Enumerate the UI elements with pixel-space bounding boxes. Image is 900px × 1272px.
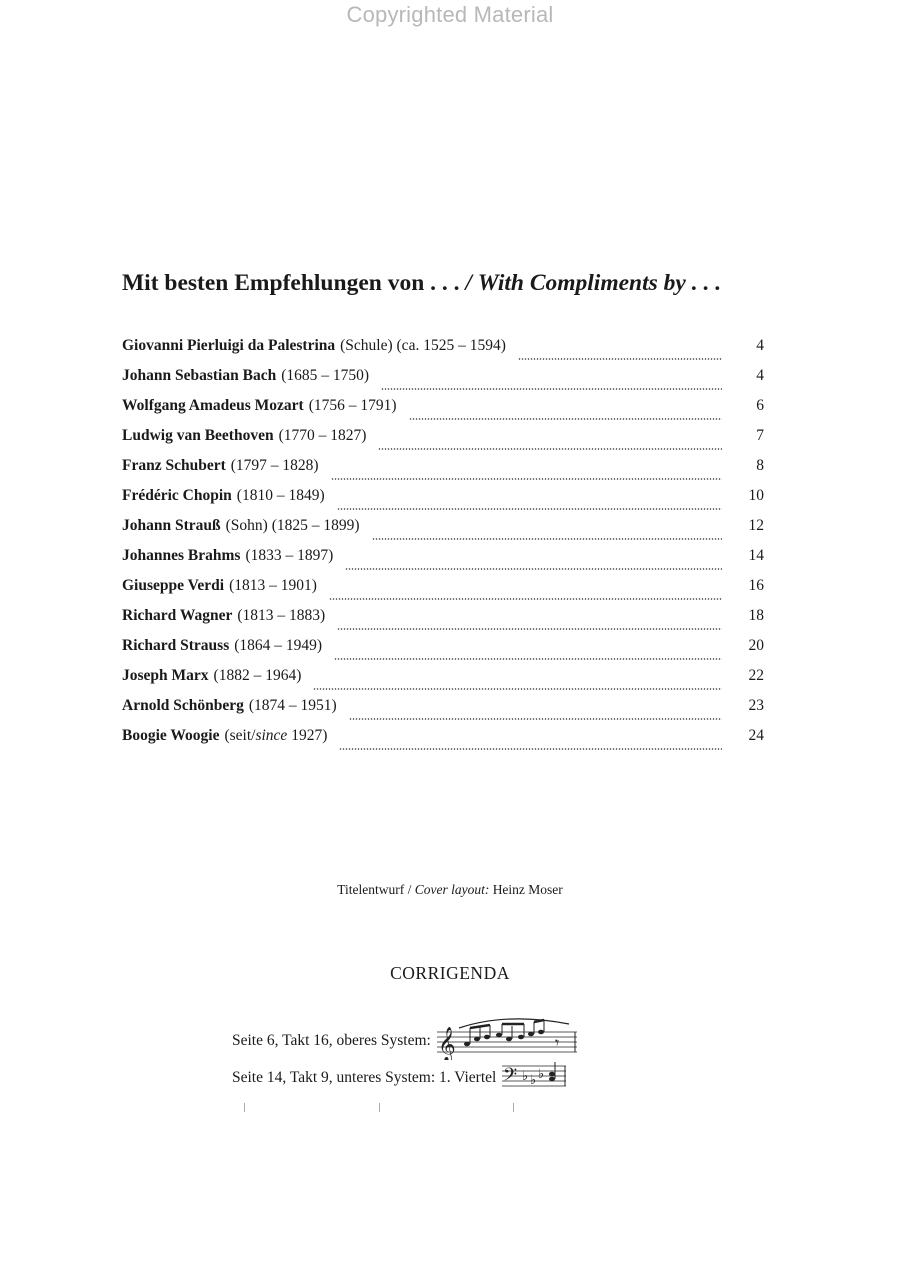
dot-leader	[334, 657, 722, 661]
composer-name: Franz Schubert	[122, 457, 226, 474]
crop-marks	[244, 1103, 514, 1113]
corrigenda-text-2: Seite 14, Takt 9, unteres System: 1. Viertel	[232, 1068, 497, 1086]
bass-clef-notes-icon	[502, 1058, 566, 1097]
crop-mark	[513, 1103, 514, 1112]
dot-leader	[518, 357, 722, 361]
toc-entry[interactable]	[122, 637, 764, 667]
corrigenda-line-2	[232, 1058, 566, 1097]
toc-entry[interactable]	[122, 487, 764, 517]
title-german: Mit besten Empfehlungen von . . .	[122, 270, 460, 296]
composer-dates: (1813 – 1883)	[237, 607, 326, 624]
dot-leader	[372, 537, 722, 541]
composer-dates: (1882 – 1964)	[213, 667, 302, 684]
composer-name: Frédéric Chopin	[122, 487, 232, 504]
toc-entry[interactable]	[122, 517, 764, 547]
title-separator: /	[465, 270, 472, 296]
toc-entry[interactable]	[122, 577, 764, 607]
toc-entry[interactable]	[122, 427, 764, 457]
page-number: 7	[756, 427, 764, 444]
composer-dates	[224, 727, 327, 745]
dot-leader	[381, 387, 722, 391]
composer-dates: (1810 – 1849)	[236, 487, 325, 504]
composer-name: Johann Strauß	[122, 517, 221, 534]
page-number: 14	[748, 547, 764, 564]
page-number: 6	[756, 397, 764, 414]
toc-entry[interactable]	[122, 667, 764, 697]
composer-name: Boogie Woogie	[122, 727, 220, 744]
page-number: 20	[748, 637, 764, 654]
dates-suffix: 1927)	[287, 727, 328, 744]
composer-dates: (1685 – 1750)	[281, 367, 370, 384]
credit-label-english: Cover layout:	[414, 882, 490, 897]
toc-entry[interactable]	[122, 727, 764, 757]
composer-dates: (1770 – 1827)	[278, 427, 367, 444]
svg-text:𝄾: 𝄾	[554, 1033, 560, 1052]
page-number: 16	[748, 577, 764, 594]
credit-person: Heinz Moser	[492, 882, 563, 897]
crop-mark	[244, 1103, 245, 1112]
composer-name: Johannes Brahms	[122, 547, 241, 564]
table-of-contents	[122, 337, 764, 757]
copyright-watermark: Copyrighted Material	[346, 2, 554, 27]
dot-leader	[337, 507, 722, 511]
page-number: 18	[748, 607, 764, 624]
toc-entry[interactable]	[122, 697, 764, 727]
composer-name: Arnold Schönberg	[122, 697, 244, 714]
dot-leader	[409, 417, 722, 421]
page-number: 4	[756, 337, 764, 354]
composer-dates: (1833 – 1897)	[245, 547, 334, 564]
svg-text:♭: ♭	[538, 1067, 545, 1082]
composer-name: Giuseppe Verdi	[122, 577, 225, 594]
dot-leader	[378, 447, 722, 451]
page-number: 10	[748, 487, 764, 504]
svg-text:♭: ♭	[522, 1069, 529, 1084]
composer-name: Ludwig van Beethoven	[122, 427, 274, 444]
composer-dates: (Sohn) (1825 – 1899)	[225, 517, 360, 534]
page-number: 22	[748, 667, 764, 684]
dot-leader	[349, 717, 722, 721]
dot-leader	[331, 477, 722, 481]
svg-text:𝄞: 𝄞	[437, 1027, 456, 1060]
dot-leader	[339, 747, 722, 751]
composer-dates: (1864 – 1949)	[234, 637, 323, 654]
corrigenda-text-1: Seite 6, Takt 16, oberes System:	[232, 1031, 431, 1049]
corrigenda-title: CORRIGENDA	[390, 963, 510, 983]
toc-entry[interactable]	[122, 547, 764, 577]
page-number: 4	[756, 367, 764, 384]
dot-leader	[313, 687, 722, 691]
credit-label-german: Titelentwurf /	[337, 882, 412, 897]
page-title	[122, 270, 822, 297]
toc-entry[interactable]	[122, 457, 764, 487]
dot-leader	[329, 597, 722, 601]
composer-name: Wolfgang Amadeus Mozart	[122, 397, 304, 414]
composer-dates: (Schule) (ca. 1525 – 1594)	[340, 337, 506, 354]
crop-mark	[379, 1103, 380, 1112]
composer-name: Johann Sebastian Bach	[122, 367, 277, 384]
composer-name: Joseph Marx	[122, 667, 209, 684]
composer-dates: (1874 – 1951)	[248, 697, 337, 714]
composer-name: Richard Strauss	[122, 637, 230, 654]
composer-name: Giovanni Pierluigi da Palestrina	[122, 337, 336, 354]
dates-prefix: (seit/	[224, 727, 256, 744]
page-number: 23	[748, 697, 764, 714]
toc-entry[interactable]	[122, 397, 764, 427]
toc-entry[interactable]	[122, 337, 764, 367]
toc-entry[interactable]	[122, 607, 764, 637]
composer-dates: (1797 – 1828)	[230, 457, 319, 474]
page-number: 8	[756, 457, 764, 474]
toc-entry[interactable]	[122, 367, 764, 397]
dot-leader	[337, 627, 722, 631]
page-number: 24	[748, 727, 764, 744]
composer-dates: (1813 – 1901)	[229, 577, 317, 594]
composer-name: Richard Wagner	[122, 607, 233, 624]
title-english: With Compliments by . . .	[477, 270, 722, 296]
cover-credit	[0, 882, 900, 898]
svg-text:𝄢: 𝄢	[503, 1065, 518, 1090]
dates-italic: since	[255, 727, 288, 744]
svg-text:♭: ♭	[530, 1073, 537, 1088]
dot-leader	[345, 567, 722, 571]
composer-dates: (1756 – 1791)	[308, 397, 397, 414]
page-number: 12	[748, 517, 764, 534]
